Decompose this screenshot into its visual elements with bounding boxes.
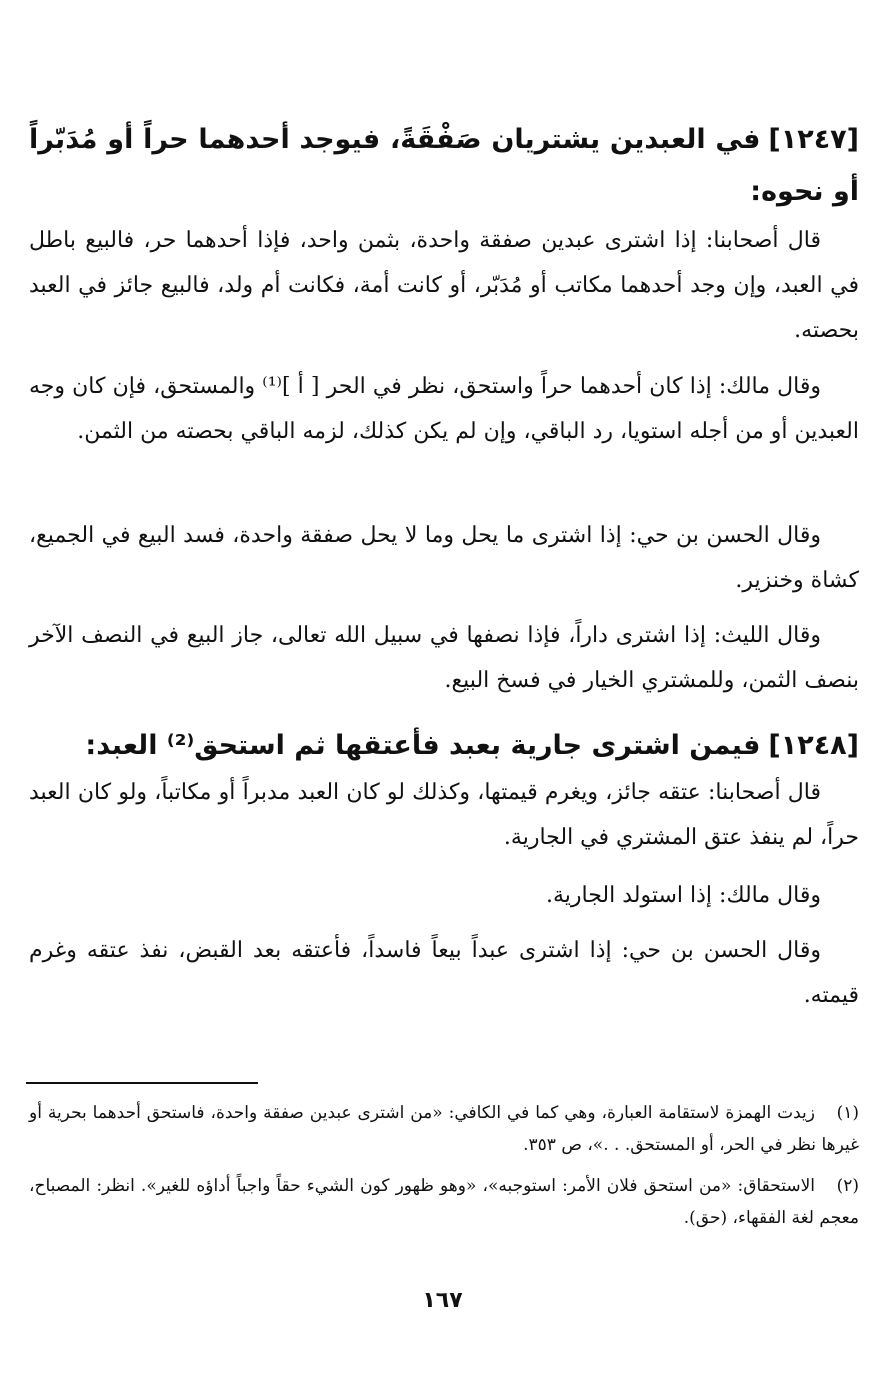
paragraph: وقال مالك: إذا استولد الجارية. [545,883,821,908]
footnote-divider [26,1082,258,1084]
paragraph: وقال الليث: إذا اشترى داراً، فإذا نصفها في سبيل الله تعالى، جاز البيع في النصف الآخر بنصف الثمن، وللمشتري الخيار في فسخ البيع. [29,623,859,693]
footnote-1 [29,1097,859,1161]
footnote-2 [29,1170,859,1234]
section-number: [١٢٤٨] [768,730,859,761]
section-title: فيمن اشترى جارية بعبد فأعتقها ثم استحق⁽²⁾ العبد: [85,730,761,761]
footnote-number: (١) [836,1103,859,1123]
paragraph: قال أصحابنا: إذا اشترى عبدين صفقة واحدة، بثمن واحد، فإذا أحدهما حر، فالبيع باطل في العبد، وإن وجد أحدهما مكاتب أو مُدَبّر، أو كانت أمة، فكانت أم ولد، فالبيع جائز في العبد بحصته. [29,228,859,343]
paragraph: وقال مالك: إذا كان أحدهما حراً واستحق، نظر في الحر [ أ ]⁽¹⁾ والمستحق، فإن كان وجه العبدين أو من أجله استويا، رد الباقي، وإن لم يكن كذلك، لزمه الباقي بحصته من الثمن. [29,374,859,444]
section-title: في العبدين يشتريان صَفْقَةً، فيوجد أحدهما حراً أو مُدَبّراً أو نحوه: [29,124,859,207]
footnote-text: الاستحقاق: «من استحق فلان الأمر: استوجبه»، «وهو ظهور كون الشيء حقاً واجباً أداؤه للغير». انظر: المصباح، معجم لغة الفقهاء، (حق). [29,1176,859,1228]
paragraph: قال أصحابنا: عتقه جائز، ويغرم قيمتها، وكذلك لو كان العبد مدبراً أو مكاتباً، ولو كان العبد حراً، لم ينفذ عتق المشتري في الجارية. [29,780,859,850]
footnote-text: زيدت الهمزة لاستقامة العبارة، وهي كما في الكافي: «من اشترى عبدين صفقة واحدة، فاستحق أحدهما بحرية أو غيرها نظر في الحر، أو المستحق. . .»، ص ٣٥٣. [29,1103,859,1155]
section-heading-1247 [29,114,859,218]
paragraph: وقال الحسن بن حي: إذا اشترى ما يحل وما لا يحل صفقة واحدة، فسد البيع في الجميع، كشاة وخنزير. [29,523,859,593]
section-number: [١٢٤٧] [768,124,859,155]
paragraph: وقال الحسن بن حي: إذا اشترى عبداً بيعاً فاسداً، فأعتقه بعد القبض، نفذ عتقه وغرم قيمته. [29,938,859,1008]
footnote-number: (٢) [836,1176,859,1196]
section-heading-1248 [29,720,859,772]
page-number: ١٦٧ [422,1288,463,1313]
